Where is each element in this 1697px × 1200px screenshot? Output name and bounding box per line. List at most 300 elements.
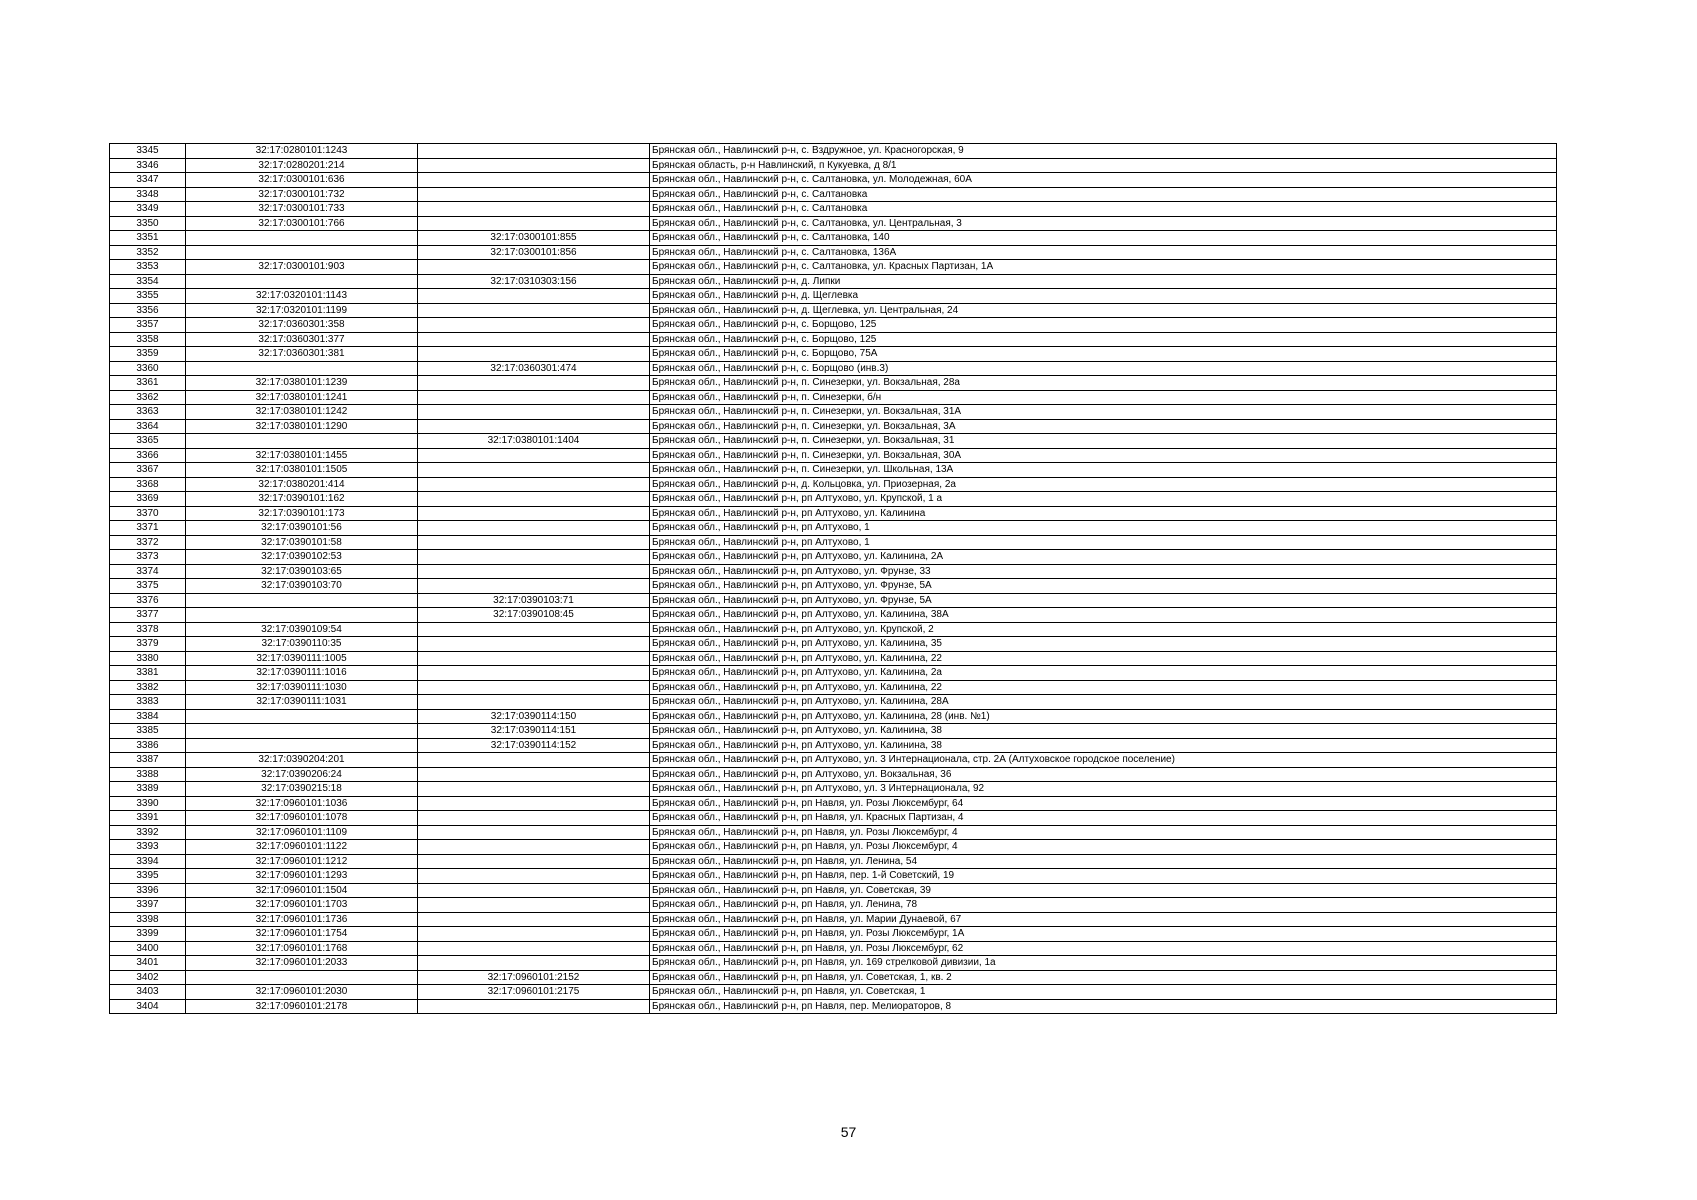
address-cell: Брянская обл., Навлинский р-н, п. Синезерки, ул. Вокзальная, 31А — [650, 405, 1557, 420]
cadastral-number-cell: 32:17:0390109:54 — [186, 622, 418, 637]
table-row — [110, 840, 1557, 855]
table-row — [110, 724, 1557, 739]
cadastral-number-secondary-cell — [418, 376, 650, 391]
table-row — [110, 202, 1557, 217]
table-row — [110, 869, 1557, 884]
table-row — [110, 738, 1557, 753]
table-row — [110, 550, 1557, 565]
cadastral-number-cell: 32:17:0380101:1241 — [186, 390, 418, 405]
table-row — [110, 303, 1557, 318]
cadastral-number-cell — [186, 709, 418, 724]
table-row — [110, 289, 1557, 304]
cadastral-number-cell: 32:17:0280201:214 — [186, 158, 418, 173]
cadastral-number-cell: 32:17:0960101:1109 — [186, 825, 418, 840]
address-cell: Брянская обл., Навлинский р-н, п. Синезерки, ул. Вокзальная, 28а — [650, 376, 1557, 391]
cadastral-number-cell: 32:17:0300101:766 — [186, 216, 418, 231]
cadastral-number-secondary-cell — [418, 811, 650, 826]
cadastral-number-cell: 32:17:0390103:65 — [186, 564, 418, 579]
address-cell: Брянская обл., Навлинский р-н, рп Навля, ул. Советская, 1, кв. 2 — [650, 970, 1557, 985]
address-cell: Брянская обл., Навлинский р-н, с. Салтановка, ул. Молодежная, 60А — [650, 173, 1557, 188]
cadastral-number-cell: 32:17:0390110:35 — [186, 637, 418, 652]
row-number-cell: 3398 — [110, 912, 186, 927]
cadastral-number-secondary-cell — [418, 840, 650, 855]
table-row — [110, 231, 1557, 246]
row-number-cell: 3383 — [110, 695, 186, 710]
cadastral-number-secondary-cell — [418, 419, 650, 434]
cadastral-number-secondary-cell — [418, 796, 650, 811]
row-number-cell: 3347 — [110, 173, 186, 188]
table-row — [110, 274, 1557, 289]
cadastral-number-cell: 32:17:0390101:58 — [186, 535, 418, 550]
address-cell: Брянская обл., Навлинский р-н, д. Кольцовка, ул. Приозерная, 2а — [650, 477, 1557, 492]
address-cell: Брянская обл., Навлинский р-н, рп Алтухово, ул. Вокзальная, 36 — [650, 767, 1557, 782]
address-cell: Брянская обл., Навлинский р-н, с. Салтановка — [650, 187, 1557, 202]
address-cell: Брянская обл., Навлинский р-н, рп Алтухово, ул. Калинина, 38 — [650, 724, 1557, 739]
address-cell: Брянская обл., Навлинский р-н, рп Навля, пер. Мелиораторов, 8 — [650, 999, 1557, 1014]
address-cell: Брянская обл., Навлинский р-н, с. Борщово, 75А — [650, 347, 1557, 362]
cadastral-number-secondary-cell — [418, 695, 650, 710]
table-row — [110, 753, 1557, 768]
row-number-cell: 3366 — [110, 448, 186, 463]
address-cell: Брянская обл., Навлинский р-н, рп Алтухово, ул. Калинина, 2А — [650, 550, 1557, 565]
cadastral-number-cell: 32:17:0390111:1005 — [186, 651, 418, 666]
row-number-cell: 3385 — [110, 724, 186, 739]
cadastral-number-secondary-cell — [418, 492, 650, 507]
address-cell: Брянская обл., Навлинский р-н, п. Синезерки, ул. Вокзальная, 3А — [650, 419, 1557, 434]
address-cell: Брянская обл., Навлинский р-н, д. Щеглевка — [650, 289, 1557, 304]
address-cell: Брянская обл., Навлинский р-н, рп Алтухово, ул. Калинина, 22 — [650, 651, 1557, 666]
table-row — [110, 666, 1557, 681]
cadastral-number-secondary-cell — [418, 477, 650, 492]
table-row — [110, 448, 1557, 463]
table-row — [110, 535, 1557, 550]
cadastral-number-cell: 32:17:0960101:1736 — [186, 912, 418, 927]
registry-body — [110, 144, 1557, 1014]
address-cell: Брянская обл., Навлинский р-н, с. Салтановка — [650, 202, 1557, 217]
table-row — [110, 158, 1557, 173]
table-row — [110, 579, 1557, 594]
cadastral-number-secondary-cell — [418, 825, 650, 840]
table-row — [110, 593, 1557, 608]
row-number-cell: 3381 — [110, 666, 186, 681]
address-cell: Брянская обл., Навлинский р-н, с. Салтановка, ул. Центральная, 3 — [650, 216, 1557, 231]
cadastral-number-secondary-cell — [418, 941, 650, 956]
table-row — [110, 419, 1557, 434]
cadastral-number-secondary-cell: 32:17:0390114:152 — [418, 738, 650, 753]
row-number-cell: 3369 — [110, 492, 186, 507]
page-number: 57 — [840, 1124, 857, 1140]
row-number-cell: 3359 — [110, 347, 186, 362]
row-number-cell: 3391 — [110, 811, 186, 826]
address-cell: Брянская обл., Навлинский р-н, с. Салтановка, 136А — [650, 245, 1557, 260]
address-cell: Брянская обл., Навлинский р-н, п. Синезерки, б/н — [650, 390, 1557, 405]
row-number-cell: 3360 — [110, 361, 186, 376]
cadastral-number-cell — [186, 608, 418, 623]
row-number-cell: 3357 — [110, 318, 186, 333]
row-number-cell: 3403 — [110, 985, 186, 1000]
address-cell: Брянская обл., Навлинский р-н, рп Алтухово, ул. Крупской, 2 — [650, 622, 1557, 637]
row-number-cell: 3393 — [110, 840, 186, 855]
cadastral-number-secondary-cell — [418, 260, 650, 275]
cadastral-number-cell — [186, 361, 418, 376]
cadastral-number-secondary-cell — [418, 854, 650, 869]
cadastral-number-cell: 32:17:0390103:70 — [186, 579, 418, 594]
row-number-cell: 3353 — [110, 260, 186, 275]
row-number-cell: 3377 — [110, 608, 186, 623]
cadastral-number-cell: 32:17:0390101:56 — [186, 521, 418, 536]
cadastral-number-secondary-cell — [418, 202, 650, 217]
row-number-cell: 3349 — [110, 202, 186, 217]
address-cell: Брянская обл., Навлинский р-н, рп Алтухово, ул. Калинина, 28А — [650, 695, 1557, 710]
cadastral-number-secondary-cell — [418, 347, 650, 362]
row-number-cell: 3351 — [110, 231, 186, 246]
cadastral-number-cell — [186, 970, 418, 985]
cadastral-number-secondary-cell — [418, 448, 650, 463]
address-cell: Брянская обл., Навлинский р-н, рп Навля, пер. 1-й Советский, 19 — [650, 869, 1557, 884]
row-number-cell: 3392 — [110, 825, 186, 840]
address-cell: Брянская обл., Навлинский р-н, п. Синезерки, ул. Вокзальная, 31 — [650, 434, 1557, 449]
row-number-cell: 3367 — [110, 463, 186, 478]
address-cell: Брянская обл., Навлинский р-н, рп Навля, ул. Розы Люксембург, 64 — [650, 796, 1557, 811]
cadastral-number-secondary-cell — [418, 506, 650, 521]
cadastral-number-secondary-cell — [418, 173, 650, 188]
table-row — [110, 912, 1557, 927]
cadastral-number-cell: 32:17:0960101:1078 — [186, 811, 418, 826]
cadastral-number-secondary-cell — [418, 622, 650, 637]
table-row — [110, 637, 1557, 652]
address-cell: Брянская область, р-н Навлинский, п Кукуевка, д 8/1 — [650, 158, 1557, 173]
address-cell: Брянская обл., Навлинский р-н, рп Алтухово, ул. Калинина, 38А — [650, 608, 1557, 623]
cadastral-number-cell — [186, 245, 418, 260]
cadastral-number-cell: 32:17:0960101:1504 — [186, 883, 418, 898]
cadastral-number-cell: 32:17:0380101:1239 — [186, 376, 418, 391]
cadastral-number-secondary-cell: 32:17:0390114:150 — [418, 709, 650, 724]
table-row — [110, 521, 1557, 536]
cadastral-number-cell: 32:17:0960101:1703 — [186, 898, 418, 913]
table-row — [110, 956, 1557, 971]
address-cell: Брянская обл., Навлинский р-н, рп Навля, ул. Марии Дунаевой, 67 — [650, 912, 1557, 927]
address-cell: Брянская обл., Навлинский р-н, с. Салтановка, 140 — [650, 231, 1557, 246]
row-number-cell: 3350 — [110, 216, 186, 231]
cadastral-number-cell: 32:17:0960101:1293 — [186, 869, 418, 884]
address-cell: Брянская обл., Навлинский р-н, рп Алтухово, ул. 3 Интернационала, 92 — [650, 782, 1557, 797]
cadastral-number-secondary-cell — [418, 956, 650, 971]
table-row — [110, 709, 1557, 724]
cadastral-number-secondary-cell — [418, 289, 650, 304]
row-number-cell: 3365 — [110, 434, 186, 449]
table-row — [110, 361, 1557, 376]
cadastral-number-cell: 32:17:0320101:1143 — [186, 289, 418, 304]
table-row — [110, 173, 1557, 188]
row-number-cell: 3362 — [110, 390, 186, 405]
table-row — [110, 245, 1557, 260]
address-cell: Брянская обл., Навлинский р-н, с. Борщово (инв.3) — [650, 361, 1557, 376]
table-row — [110, 608, 1557, 623]
row-number-cell: 3375 — [110, 579, 186, 594]
address-cell: Брянская обл., Навлинский р-н, рп Навля, ул. Ленина, 54 — [650, 854, 1557, 869]
cadastral-number-cell: 32:17:0380101:1505 — [186, 463, 418, 478]
cadastral-number-secondary-cell — [418, 651, 650, 666]
cadastral-number-secondary-cell — [418, 637, 650, 652]
cadastral-number-secondary-cell — [418, 144, 650, 159]
cadastral-number-secondary-cell — [418, 927, 650, 942]
row-number-cell: 3394 — [110, 854, 186, 869]
cadastral-number-cell: 32:17:0380101:1242 — [186, 405, 418, 420]
row-number-cell: 3358 — [110, 332, 186, 347]
cadastral-number-cell: 32:17:0360301:358 — [186, 318, 418, 333]
cadastral-number-secondary-cell — [418, 332, 650, 347]
table-row — [110, 970, 1557, 985]
table-row — [110, 927, 1557, 942]
address-cell: Брянская обл., Навлинский р-н, с. Вздружное, ул. Красногорская, 9 — [650, 144, 1557, 159]
address-cell: Брянская обл., Навлинский р-н, рп Алтухово, ул. Крупской, 1 а — [650, 492, 1557, 507]
cadastral-number-secondary-cell — [418, 666, 650, 681]
table-row — [110, 347, 1557, 362]
cadastral-number-secondary-cell — [418, 753, 650, 768]
table-row — [110, 796, 1557, 811]
table-row — [110, 622, 1557, 637]
cadastral-number-secondary-cell — [418, 187, 650, 202]
row-number-cell: 3345 — [110, 144, 186, 159]
cadastral-number-cell — [186, 724, 418, 739]
row-number-cell: 3402 — [110, 970, 186, 985]
table-row — [110, 144, 1557, 159]
cadastral-number-cell — [186, 738, 418, 753]
table-row — [110, 434, 1557, 449]
address-cell: Брянская обл., Навлинский р-н, рп Алтухово, ул. Калинина, 28 (инв. №1) — [650, 709, 1557, 724]
table-row — [110, 506, 1557, 521]
address-cell: Брянская обл., Навлинский р-н, рп Навля, ул. Советская, 39 — [650, 883, 1557, 898]
address-cell: Брянская обл., Навлинский р-н, рп Алтухово, ул. Калинина, 22 — [650, 680, 1557, 695]
row-number-cell: 3346 — [110, 158, 186, 173]
row-number-cell: 3388 — [110, 767, 186, 782]
table-row — [110, 883, 1557, 898]
cadastral-number-secondary-cell — [418, 869, 650, 884]
row-number-cell: 3396 — [110, 883, 186, 898]
cadastral-number-secondary-cell — [418, 680, 650, 695]
cadastral-number-cell: 32:17:0390204:201 — [186, 753, 418, 768]
address-cell: Брянская обл., Навлинский р-н, рп Навля, ул. Советская, 1 — [650, 985, 1557, 1000]
cadastral-number-cell: 32:17:0390111:1031 — [186, 695, 418, 710]
row-number-cell: 3389 — [110, 782, 186, 797]
cadastral-number-cell: 32:17:0960101:2033 — [186, 956, 418, 971]
address-cell: Брянская обл., Навлинский р-н, с. Салтановка, ул. Красных Партизан, 1А — [650, 260, 1557, 275]
table-row — [110, 260, 1557, 275]
cadastral-number-secondary-cell: 32:17:0390103:71 — [418, 593, 650, 608]
cadastral-number-secondary-cell: 32:17:0960101:2152 — [418, 970, 650, 985]
table-row — [110, 332, 1557, 347]
address-cell: Брянская обл., Навлинский р-н, рп Навля, ул. Розы Люксембург, 62 — [650, 941, 1557, 956]
cadastral-number-cell: 32:17:0320101:1199 — [186, 303, 418, 318]
row-number-cell: 3364 — [110, 419, 186, 434]
cadastral-number-secondary-cell: 32:17:0300101:855 — [418, 231, 650, 246]
row-number-cell: 3397 — [110, 898, 186, 913]
cadastral-number-secondary-cell — [418, 216, 650, 231]
row-number-cell: 3395 — [110, 869, 186, 884]
table-row — [110, 405, 1557, 420]
cadastral-number-cell: 32:17:0300101:732 — [186, 187, 418, 202]
row-number-cell: 3371 — [110, 521, 186, 536]
row-number-cell: 3399 — [110, 927, 186, 942]
row-number-cell: 3390 — [110, 796, 186, 811]
cadastral-number-cell: 32:17:0390111:1016 — [186, 666, 418, 681]
cadastral-number-cell: 32:17:0960101:1036 — [186, 796, 418, 811]
cadastral-number-cell — [186, 274, 418, 289]
address-cell: Брянская обл., Навлинский р-н, рп Алтухово, ул. 3 Интернационала, стр. 2А (Алтуховское городское поселение) — [650, 753, 1557, 768]
cadastral-number-cell — [186, 231, 418, 246]
address-cell: Брянская обл., Навлинский р-н, рп Навля, ул. Красных Партизан, 4 — [650, 811, 1557, 826]
row-number-cell: 3355 — [110, 289, 186, 304]
table-row — [110, 187, 1557, 202]
cadastral-number-cell: 32:17:0380201:414 — [186, 477, 418, 492]
cadastral-number-cell: 32:17:0960101:1212 — [186, 854, 418, 869]
address-cell: Брянская обл., Навлинский р-н, п. Синезерки, ул. Школьная, 13А — [650, 463, 1557, 478]
row-number-cell: 3352 — [110, 245, 186, 260]
cadastral-number-secondary-cell: 32:17:0310303:156 — [418, 274, 650, 289]
cadastral-number-cell: 32:17:0360301:381 — [186, 347, 418, 362]
table-row — [110, 376, 1557, 391]
row-number-cell: 3379 — [110, 637, 186, 652]
address-cell: Брянская обл., Навлинский р-н, рп Навля, ул. Розы Люксембург, 1А — [650, 927, 1557, 942]
cadastral-number-cell: 32:17:0960101:1122 — [186, 840, 418, 855]
row-number-cell: 3378 — [110, 622, 186, 637]
cadastral-number-secondary-cell: 32:17:0300101:856 — [418, 245, 650, 260]
address-cell: Брянская обл., Навлинский р-н, д. Щеглевка, ул. Центральная, 24 — [650, 303, 1557, 318]
cadastral-number-cell: 32:17:0390111:1030 — [186, 680, 418, 695]
address-cell: Брянская обл., Навлинский р-н, с. Борщово, 125 — [650, 318, 1557, 333]
address-cell: Брянская обл., Навлинский р-н, п. Синезерки, ул. Вокзальная, 30А — [650, 448, 1557, 463]
cadastral-number-secondary-cell — [418, 303, 650, 318]
cadastral-number-cell: 32:17:0960101:1768 — [186, 941, 418, 956]
row-number-cell: 3354 — [110, 274, 186, 289]
address-cell: Брянская обл., Навлинский р-н, рп Алтухово, 1 — [650, 535, 1557, 550]
address-cell: Брянская обл., Навлинский р-н, рп Алтухово, ул. Фрунзе, 5А — [650, 593, 1557, 608]
row-number-cell: 3380 — [110, 651, 186, 666]
address-cell: Брянская обл., Навлинский р-н, рп Алтухово, ул. Фрунзе, 5А — [650, 579, 1557, 594]
table-row — [110, 216, 1557, 231]
table-row — [110, 564, 1557, 579]
row-number-cell: 3382 — [110, 680, 186, 695]
table-row — [110, 999, 1557, 1014]
row-number-cell: 3373 — [110, 550, 186, 565]
address-cell: Брянская обл., Навлинский р-н, рп Алтухово, ул. Калинина — [650, 506, 1557, 521]
table-row — [110, 898, 1557, 913]
cadastral-number-cell: 32:17:0390101:162 — [186, 492, 418, 507]
cadastral-number-secondary-cell: 32:17:0390114:151 — [418, 724, 650, 739]
row-number-cell: 3348 — [110, 187, 186, 202]
cadastral-number-secondary-cell: 32:17:0380101:1404 — [418, 434, 650, 449]
cadastral-number-secondary-cell: 32:17:0390108:45 — [418, 608, 650, 623]
table-row — [110, 477, 1557, 492]
cadastral-number-cell: 32:17:0960101:2030 — [186, 985, 418, 1000]
cadastral-number-cell: 32:17:0360301:377 — [186, 332, 418, 347]
cadastral-number-secondary-cell — [418, 767, 650, 782]
row-number-cell: 3374 — [110, 564, 186, 579]
registry-table — [109, 143, 1557, 1014]
table-row — [110, 941, 1557, 956]
cadastral-number-cell: 32:17:0300101:733 — [186, 202, 418, 217]
row-number-cell: 3384 — [110, 709, 186, 724]
cadastral-number-secondary-cell: 32:17:0960101:2175 — [418, 985, 650, 1000]
table-row — [110, 825, 1557, 840]
cadastral-number-secondary-cell — [418, 579, 650, 594]
table-row — [110, 390, 1557, 405]
address-cell: Брянская обл., Навлинский р-н, рп Алтухово, ул. Калинина, 35 — [650, 637, 1557, 652]
cadastral-number-cell: 32:17:0390101:173 — [186, 506, 418, 521]
cadastral-number-secondary-cell — [418, 550, 650, 565]
row-number-cell: 3376 — [110, 593, 186, 608]
row-number-cell: 3368 — [110, 477, 186, 492]
address-cell: Брянская обл., Навлинский р-н, рп Алтухово, ул. Фрунзе, 33 — [650, 564, 1557, 579]
table-row — [110, 782, 1557, 797]
table-row — [110, 811, 1557, 826]
cadastral-number-cell: 32:17:0390215:18 — [186, 782, 418, 797]
address-cell: Брянская обл., Навлинский р-н, рп Навля, ул. 169 стрелковой дивизии, 1а — [650, 956, 1557, 971]
cadastral-number-secondary-cell — [418, 912, 650, 927]
row-number-cell: 3386 — [110, 738, 186, 753]
cadastral-number-secondary-cell — [418, 318, 650, 333]
cadastral-number-cell: 32:17:0390102:53 — [186, 550, 418, 565]
row-number-cell: 3372 — [110, 535, 186, 550]
table-row — [110, 767, 1557, 782]
address-cell: Брянская обл., Навлинский р-н, рп Навля, ул. Розы Люксембург, 4 — [650, 825, 1557, 840]
row-number-cell: 3370 — [110, 506, 186, 521]
cadastral-number-cell — [186, 593, 418, 608]
cadastral-number-cell: 32:17:0300101:903 — [186, 260, 418, 275]
row-number-cell: 3400 — [110, 941, 186, 956]
table-row — [110, 651, 1557, 666]
row-number-cell: 3401 — [110, 956, 186, 971]
cadastral-number-cell: 32:17:0380101:1455 — [186, 448, 418, 463]
cadastral-number-cell: 32:17:0300101:636 — [186, 173, 418, 188]
address-cell: Брянская обл., Навлинский р-н, рп Навля, ул. Розы Люксембург, 4 — [650, 840, 1557, 855]
table-row — [110, 492, 1557, 507]
table-row — [110, 463, 1557, 478]
cadastral-number-secondary-cell — [418, 390, 650, 405]
address-cell: Брянская обл., Навлинский р-н, рп Навля, ул. Ленина, 78 — [650, 898, 1557, 913]
cadastral-number-cell: 32:17:0960101:1754 — [186, 927, 418, 942]
cadastral-number-secondary-cell: 32:17:0360301:474 — [418, 361, 650, 376]
cadastral-number-cell: 32:17:0390206:24 — [186, 767, 418, 782]
cadastral-number-cell: 32:17:0960101:2178 — [186, 999, 418, 1014]
cadastral-number-secondary-cell — [418, 521, 650, 536]
cadastral-number-secondary-cell — [418, 883, 650, 898]
cadastral-number-secondary-cell — [418, 898, 650, 913]
cadastral-number-cell: 32:17:0380101:1290 — [186, 419, 418, 434]
cadastral-number-secondary-cell — [418, 564, 650, 579]
row-number-cell: 3363 — [110, 405, 186, 420]
cadastral-number-secondary-cell — [418, 535, 650, 550]
table-row — [110, 318, 1557, 333]
cadastral-number-secondary-cell — [418, 782, 650, 797]
cadastral-number-secondary-cell — [418, 999, 650, 1014]
address-cell: Брянская обл., Навлинский р-н, рп Алтухово, ул. Калинина, 38 — [650, 738, 1557, 753]
cadastral-number-secondary-cell — [418, 158, 650, 173]
cadastral-number-cell: 32:17:0280101:1243 — [186, 144, 418, 159]
cadastral-number-cell — [186, 434, 418, 449]
table-row — [110, 695, 1557, 710]
row-number-cell: 3387 — [110, 753, 186, 768]
address-cell: Брянская обл., Навлинский р-н, рп Алтухово, 1 — [650, 521, 1557, 536]
address-cell: Брянская обл., Навлинский р-н, рп Алтухово, ул. Калинина, 2а — [650, 666, 1557, 681]
cadastral-number-secondary-cell — [418, 405, 650, 420]
row-number-cell: 3404 — [110, 999, 186, 1014]
cadastral-number-secondary-cell — [418, 463, 650, 478]
row-number-cell: 3356 — [110, 303, 186, 318]
address-cell: Брянская обл., Навлинский р-н, с. Борщово, 125 — [650, 332, 1557, 347]
address-cell: Брянская обл., Навлинский р-н, д. Липки — [650, 274, 1557, 289]
table-row — [110, 854, 1557, 869]
